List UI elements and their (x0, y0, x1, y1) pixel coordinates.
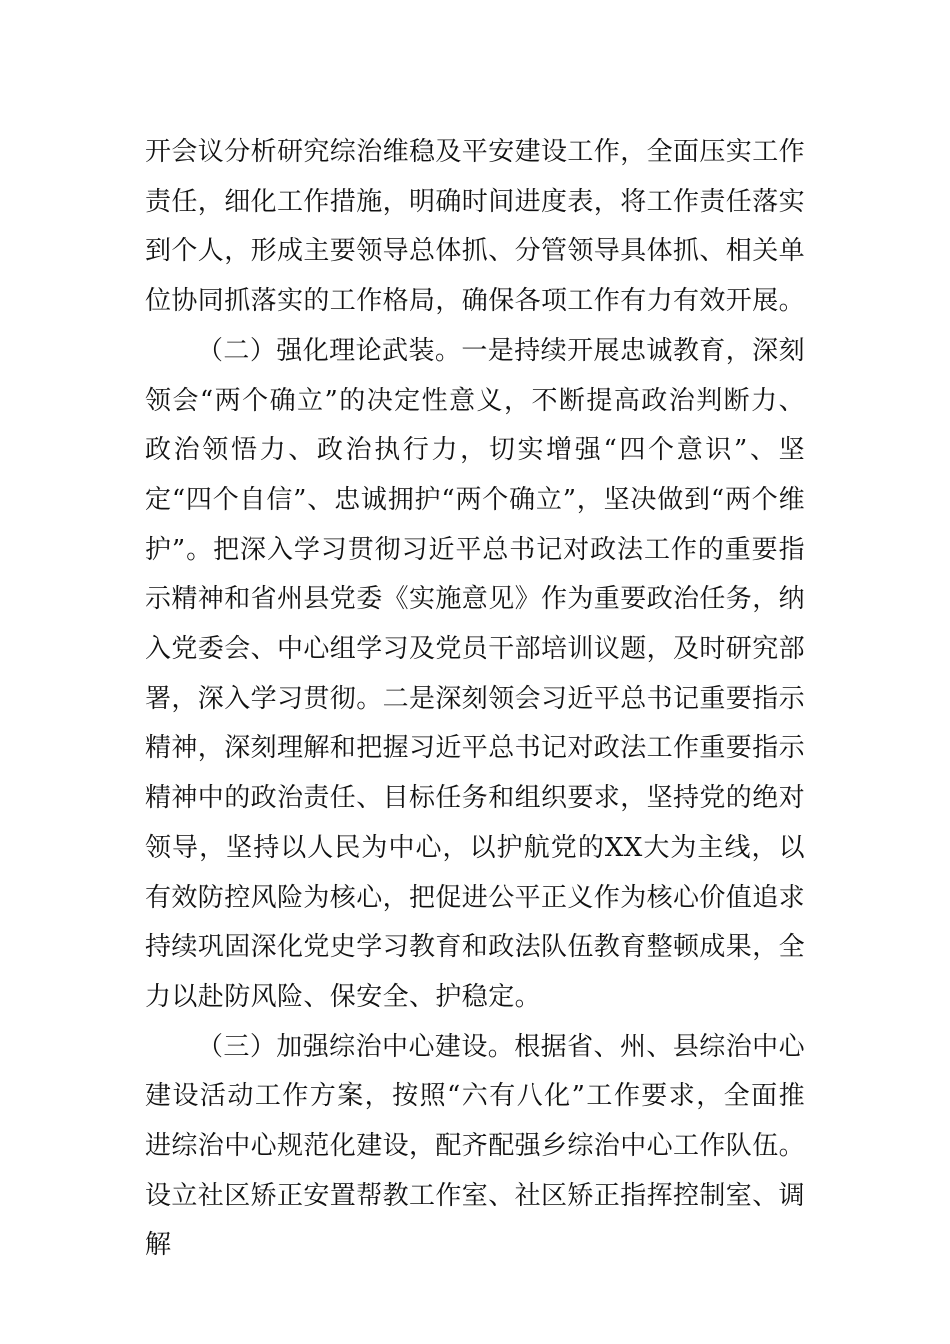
paragraph-comprehensive-center: （三）加强综治中心建设。根据省、州、县综治中心建设活动工作方案，按照“六有八化”工作要求，全面推进综治中心规范化建设，配齐配强乡综治中心工作队伍。设立社区矫正安置帮教工作室、社区矫正指挥控制室、调解 (145, 1031, 806, 1261)
paragraph-strengthen-theory: （二）强化理论武装。一是持续开展忠诚教育，深刻领会“两个确立”的决定性意义，不断提高政治判断力、政治领悟力、政治执行力，切实增强“四个意识”、坚定“四个自信”、忠诚拥护“两个确立”，坚决做到“两个维护”。把深入学习贯彻习近平总书记对政法工作的重要指示精神和省州县党委《实施意见》作为重要政治任务，纳入党委会、中心组学习及党员干部培训议题，及时研究部署，深入学习贯彻。二是深刻领会习近平总书记重要指示精神，深刻理解和把握习近平总书记对政法工作重要指示精神中的政治责任、目标任务和组织要求，坚持党的绝对领导，坚持以人民为中心，以护航党的XX大为主线，以有效防控风险为核心，把促进公平正义作为核心价值追求持续巩固深化党史学习教育和政法队伍教育整顿成果，全力以赴防风险、保安全、护稳定。 (145, 335, 806, 1012)
paragraph-continued: 开会议分析研究综治维稳及平安建设工作，全面压实工作责任，细化工作措施，明确时间进度表，将工作责任落实到个人，形成主要领导总体抓、分管领导具体抓、相关单位协同抓落实的工作格局，确保各项工作有力有效开展。 (145, 137, 806, 317)
document-body (145, 128, 805, 1271)
